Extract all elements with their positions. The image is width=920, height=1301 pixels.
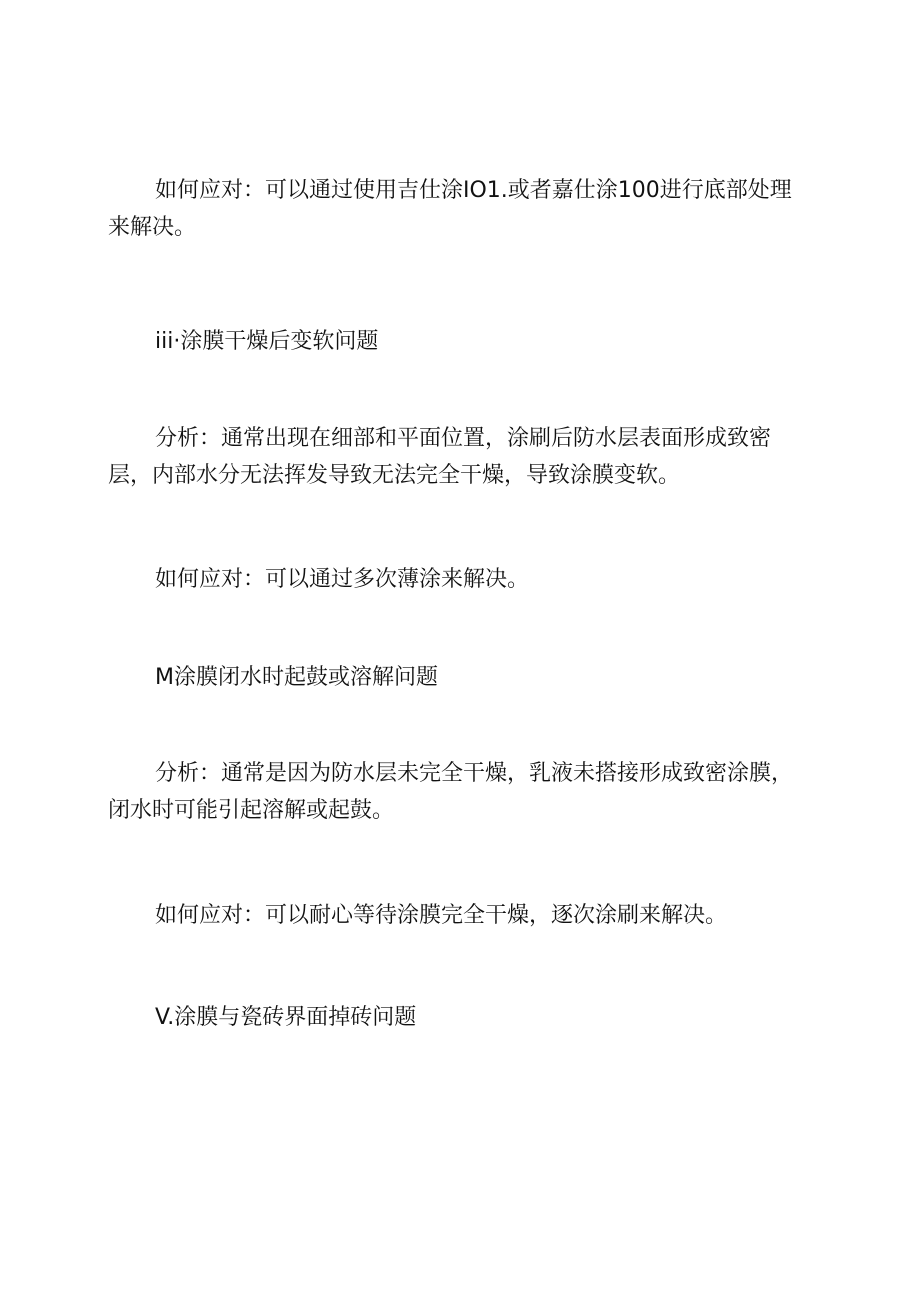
paragraph-analysis-soft-film: 分析：通常出现在细部和平面位置，涂刷后防水层表面形成致密层，内部水分无法挥发导致无法完全干燥，导致涂膜变软。 <box>108 426 772 488</box>
paragraph-coping-primer: 如何应对：可以通过使用吉仕涂IO1.或者嘉仕涂100进行底部处理来解决。 <box>108 178 792 240</box>
paragraph-coping-thin-coats: 如何应对：可以通过多次薄涂来解决。 <box>155 567 530 592</box>
paragraph-analysis-blister: 分析：通常是因为防水层未完全干燥，乳液未搭接形成致密涂膜，闭水时可能引起溶解或起鼓。 <box>108 761 794 823</box>
heading-tile-detachment: V.涂膜与瓷砖界面掉砖问题 <box>155 1005 417 1030</box>
heading-film-soft-after-drying: iii·涂膜干燥后变软问题 <box>155 329 379 354</box>
heading-film-blister-dissolve: M涂膜闭水时起鼓或溶解问题 <box>155 665 438 690</box>
paragraph-coping-wait-dry: 如何应对：可以耐心等待涂膜完全干燥，逐次涂刷来解决。 <box>155 903 728 928</box>
